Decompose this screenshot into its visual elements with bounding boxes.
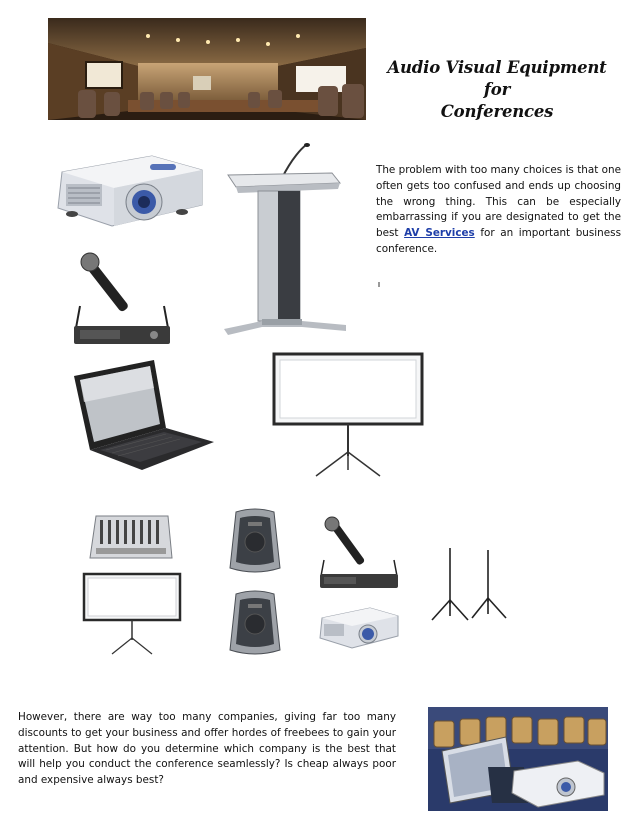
title-line-1: Audio Visual Equipment for: [387, 58, 607, 99]
small-projection-screen-image: [82, 572, 182, 656]
laptop-image: [70, 358, 216, 474]
av-services-link[interactable]: AV Services: [404, 227, 475, 240]
conference-projector-photo: [428, 707, 608, 811]
intro-paragraph: [376, 163, 621, 258]
projection-screen-image: [272, 352, 424, 478]
projector-image-small: [318, 606, 400, 652]
conference-room-photo: [48, 18, 366, 120]
audio-mixer-image: [88, 514, 172, 560]
document-title: [372, 57, 622, 123]
projector-image: [52, 150, 208, 234]
speaker-image-top: [228, 508, 282, 574]
speaker-stands-image: [428, 546, 510, 624]
wireless-microphone-image: [72, 250, 172, 346]
speaker-image-bottom: [228, 590, 282, 656]
intro-text-end: for an important business conference.: [376, 227, 621, 255]
podium-image: [222, 143, 348, 341]
closing-paragraph: However, there are way too many companies, giving far too many discounts to get your business and offer hordes of freebees to gain your attention. But how do you determine which company is the best that will help you conduct the conference seamlessly? Is cheap always poor and expensive always best?: [18, 711, 396, 787]
intro-text-start: The problem with too many choices is that one often gets too confused and ends up choosing the wrong thing. This can be especially embarrassing if you are designated to get the best: [376, 164, 621, 240]
title-line-2: Conferences: [440, 102, 554, 121]
dot-mark: [378, 282, 380, 287]
wireless-microphone-image-small: [318, 514, 400, 590]
